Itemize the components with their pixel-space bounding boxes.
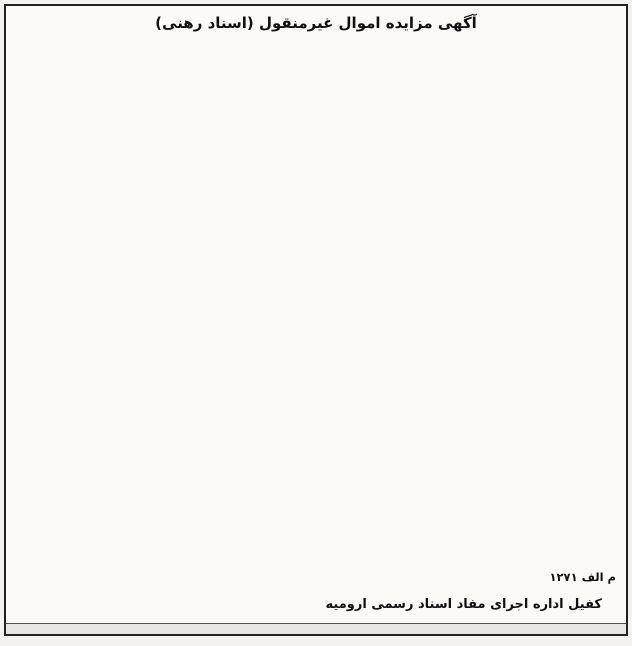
- notice-body: [16, 38, 616, 564]
- signature-line: کفیل اداره اجرای مفاد اسناد رسمی ارومیه: [325, 597, 602, 612]
- auction-notice: [4, 4, 628, 636]
- notice-number: م الف ۱۲۷۱: [549, 570, 616, 584]
- notice-title: آگهی مزایده اموال غیرمنقول (اسناد رهنی): [155, 14, 477, 32]
- notice-footer: [16, 568, 616, 586]
- next-notice-strip: [6, 623, 626, 634]
